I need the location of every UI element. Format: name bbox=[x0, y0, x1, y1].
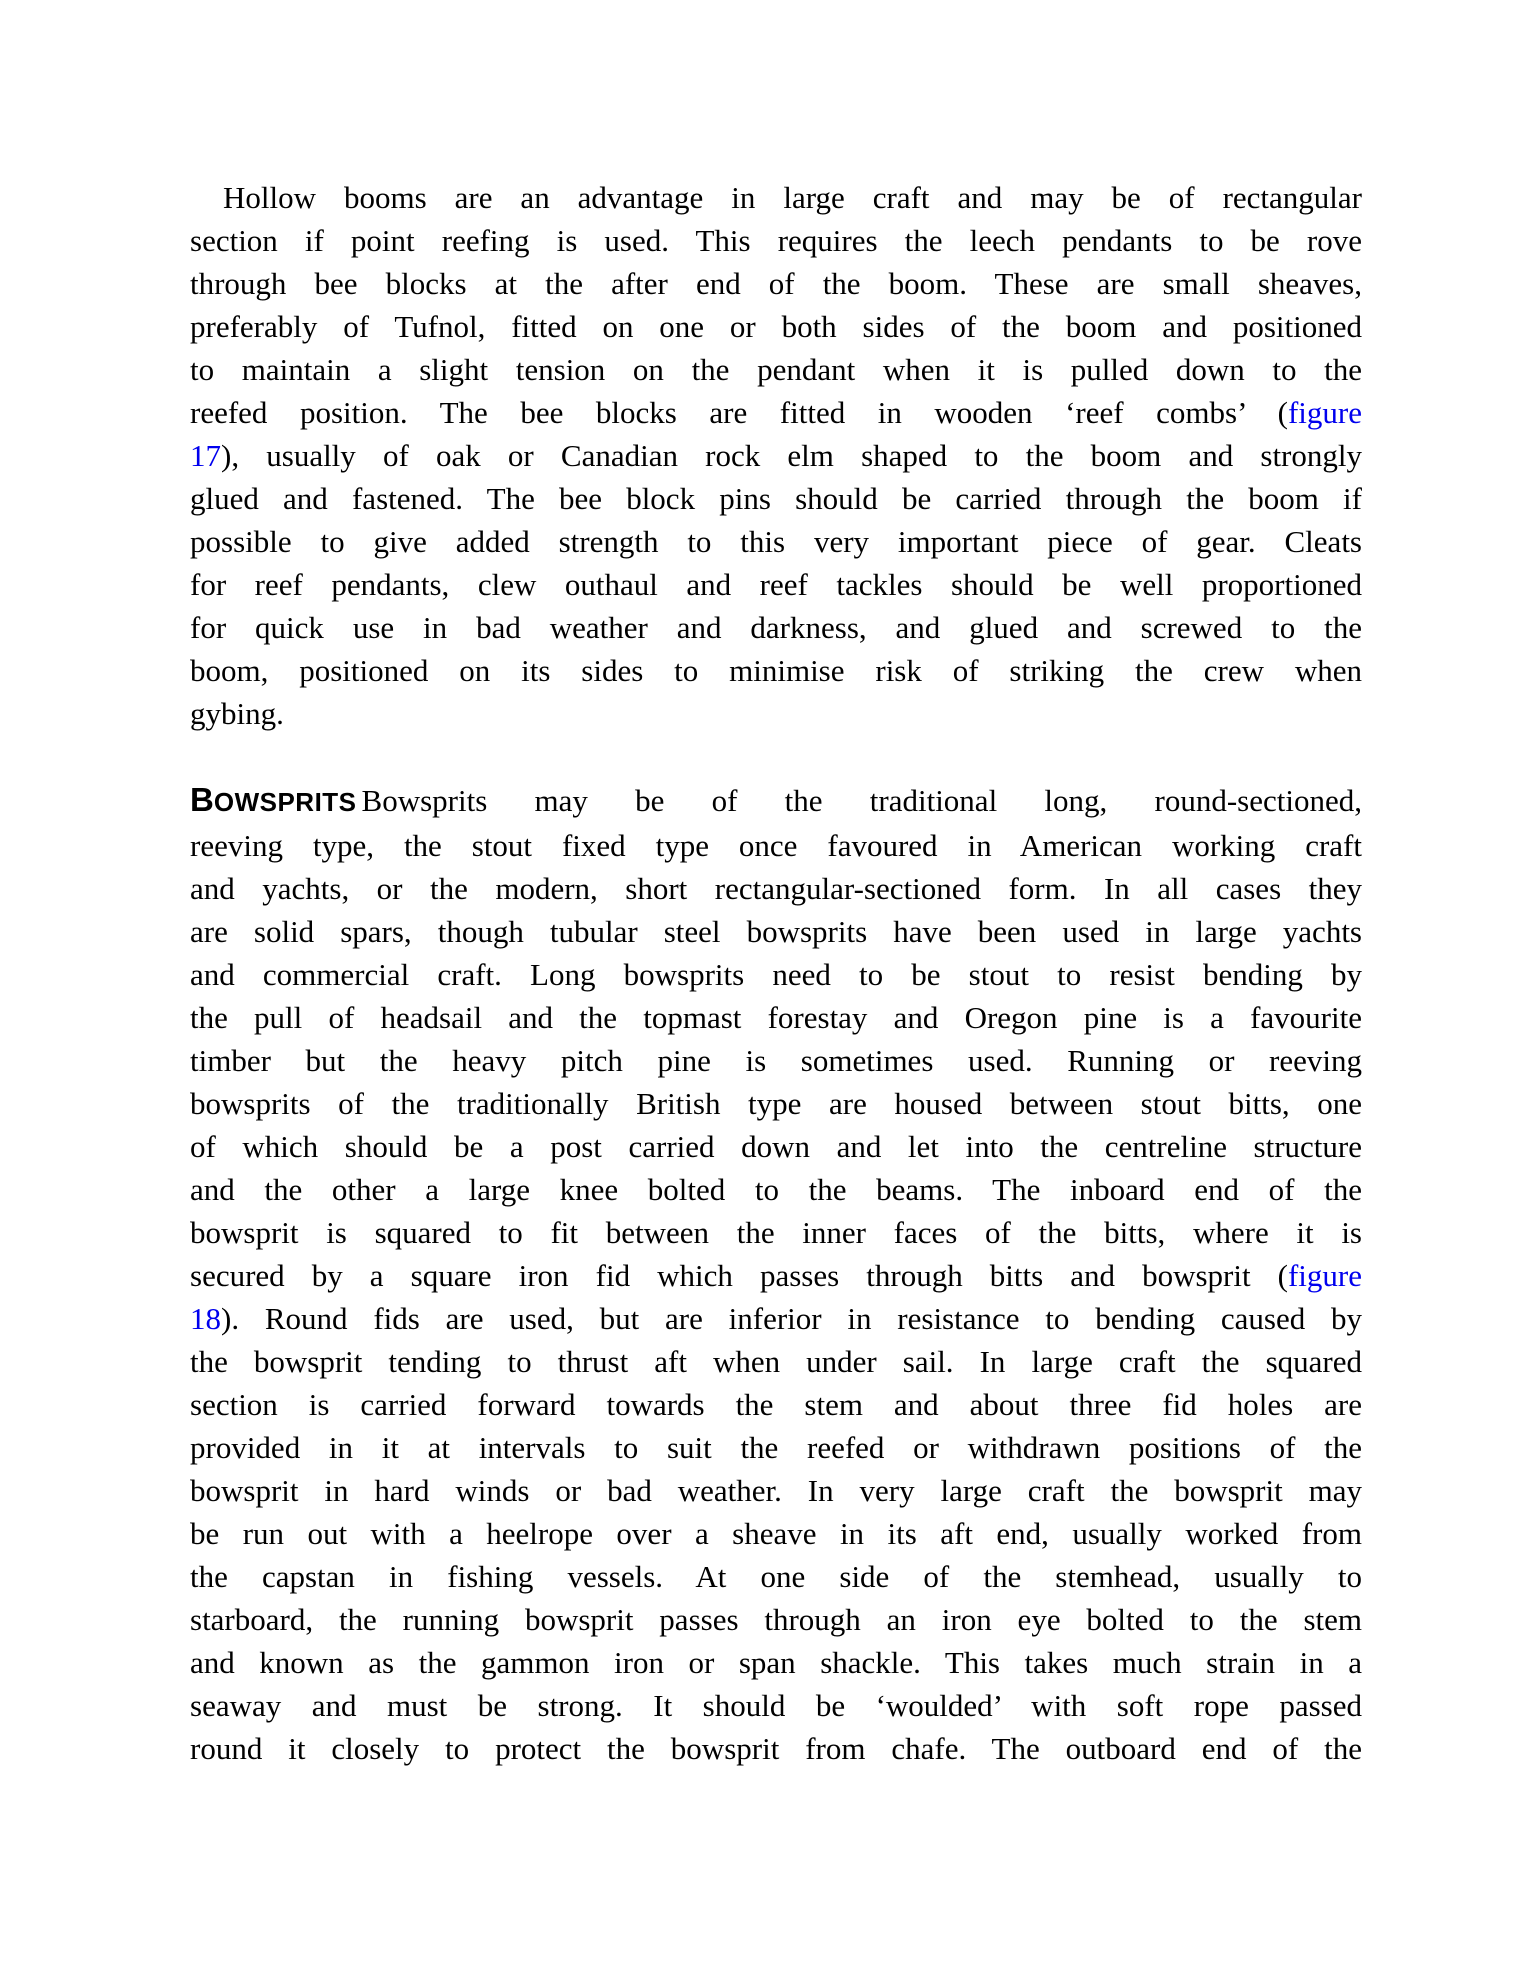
text-run: secured by a square iron fid which passes through bitts and bowsprit ( bbox=[190, 1258, 1288, 1293]
text-run: bowsprit in hard winds or bad weather. In very large craft the bowsprit may bbox=[190, 1473, 1362, 1508]
text-line bbox=[190, 176, 1362, 219]
text-run: reeving type, the stout fixed type once favoured in American working craft bbox=[190, 828, 1362, 863]
text-run: and commercial craft. Long bowsprits need to be stout to resist bending by bbox=[190, 957, 1362, 992]
text-line bbox=[190, 1641, 1362, 1684]
paragraph-bowsprits bbox=[190, 778, 1362, 1770]
text-line bbox=[190, 953, 1362, 996]
text-run: and the other a large knee bolted to the beams. The inboard end of the bbox=[190, 1172, 1362, 1207]
text-line bbox=[190, 1125, 1362, 1168]
text-run: be run out with a heelrope over a sheave in its aft end, usually worked from bbox=[190, 1516, 1362, 1551]
text-line bbox=[190, 520, 1362, 563]
text-run: ). Round fids are used, but are inferior in resistance to bending caused by bbox=[221, 1301, 1362, 1336]
text-line bbox=[190, 1297, 1362, 1340]
text-line bbox=[190, 1383, 1362, 1426]
text-line bbox=[190, 1254, 1362, 1297]
text-run: preferably of Tufnol, fitted on one or both sides of the boom and positioned bbox=[190, 309, 1362, 344]
text-run: of which should be a post carried down and let into the centreline structure bbox=[190, 1129, 1362, 1164]
text-line bbox=[190, 692, 1362, 735]
text-line bbox=[190, 1426, 1362, 1469]
text-run: the capstan in fishing vessels. At one side of the stemhead, usually to bbox=[190, 1559, 1362, 1594]
figure-17-link-number[interactable]: 17 bbox=[190, 438, 221, 473]
text-line bbox=[190, 1727, 1362, 1770]
text-run: reefed position. The bee blocks are fitted in wooden ‘reef combs’ ( bbox=[190, 395, 1288, 430]
text-run: through bee blocks at the after end of the boom. These are small sheaves, bbox=[190, 266, 1362, 301]
text-line bbox=[190, 563, 1362, 606]
text-line bbox=[190, 1340, 1362, 1383]
text-line bbox=[190, 1469, 1362, 1512]
text-line bbox=[190, 1211, 1362, 1254]
text-run: bowsprits of the traditionally British type are housed between stout bitts, one bbox=[190, 1086, 1362, 1121]
text-line bbox=[190, 867, 1362, 910]
text-line bbox=[190, 996, 1362, 1039]
text-line bbox=[190, 305, 1362, 348]
text-run: gybing. bbox=[190, 696, 284, 731]
text-run: and yachts, or the modern, short rectangular-sectioned form. In all cases they bbox=[190, 871, 1362, 906]
text-line bbox=[190, 1684, 1362, 1727]
text-run: seaway and must be strong. It should be ‘woulded’ with soft rope passed bbox=[190, 1688, 1362, 1723]
text-run: for quick use in bad weather and darkness, and glued and screwed to the bbox=[190, 610, 1362, 645]
text-run: possible to give added strength to this very important piece of gear. Cleats bbox=[190, 524, 1362, 559]
text-line bbox=[190, 1512, 1362, 1555]
text-run: ), usually of oak or Canadian rock elm shaped to the boom and strongly bbox=[221, 438, 1362, 473]
text-line bbox=[190, 910, 1362, 953]
text-line bbox=[190, 649, 1362, 692]
text-line bbox=[190, 262, 1362, 305]
text-run: and known as the gammon iron or span shackle. This takes much strain in a bbox=[190, 1645, 1362, 1680]
text-run: for reef pendants, clew outhaul and reef tackles should be well proportioned bbox=[190, 567, 1362, 602]
text-line bbox=[190, 1168, 1362, 1211]
section-heading-rest: OWSPRITS bbox=[213, 787, 357, 817]
text-run: provided in it at intervals to suit the reefed or withdrawn positions of the bbox=[190, 1430, 1362, 1465]
text-run: boom, positioned on its sides to minimise risk of striking the crew when bbox=[190, 653, 1362, 688]
text-line bbox=[190, 477, 1362, 520]
text-run: section if point reefing is used. This requires the leech pendants to be rove bbox=[190, 223, 1362, 258]
figure-17-link-text[interactable]: figure bbox=[1287, 395, 1362, 430]
text-line bbox=[190, 348, 1362, 391]
text-line bbox=[190, 824, 1362, 867]
paragraph-hollow-booms bbox=[190, 176, 1362, 735]
text-run: timber but the heavy pitch pine is sometimes used. Running or reeving bbox=[190, 1043, 1362, 1078]
figure-18-link-number[interactable]: 18 bbox=[190, 1301, 221, 1336]
text-line bbox=[190, 1598, 1362, 1641]
figure-18-link-text[interactable]: figure bbox=[1287, 1258, 1362, 1293]
text-run: to maintain a slight tension on the pendant when it is pulled down to the bbox=[190, 352, 1362, 387]
text-line bbox=[190, 434, 1362, 477]
text-run: the bowsprit tending to thrust aft when under sail. In large craft the squared bbox=[190, 1344, 1362, 1379]
text-line bbox=[190, 219, 1362, 262]
text-line bbox=[190, 778, 1362, 824]
text-run: bowsprit is squared to fit between the inner faces of the bitts, where it is bbox=[190, 1215, 1362, 1250]
text-run: round it closely to protect the bowsprit from chafe. The outboard end of the bbox=[190, 1731, 1362, 1766]
text-run: the pull of headsail and the topmast forestay and Oregon pine is a favourite bbox=[190, 1000, 1362, 1035]
text-run: Hollow booms are an advantage in large craft and may be of rectangular bbox=[223, 180, 1362, 215]
text-run: starboard, the running bowsprit passes through an iron eye bolted to the stem bbox=[190, 1602, 1362, 1637]
text-line bbox=[190, 606, 1362, 649]
text-line bbox=[190, 1555, 1362, 1598]
text-line bbox=[190, 391, 1362, 434]
text-line bbox=[190, 1039, 1362, 1082]
text-run: glued and fastened. The bee block pins should be carried through the boom if bbox=[190, 481, 1362, 516]
text-line bbox=[190, 1082, 1362, 1125]
text-run: are solid spars, though tubular steel bowsprits have been used in large yachts bbox=[190, 914, 1362, 949]
page-text bbox=[190, 176, 1362, 1770]
text-run: Bowsprits may be of the traditional long, round-sectioned, bbox=[361, 783, 1362, 818]
section-heading-initial: B bbox=[190, 781, 214, 818]
text-run: section is carried forward towards the stem and about three fid holes are bbox=[190, 1387, 1362, 1422]
